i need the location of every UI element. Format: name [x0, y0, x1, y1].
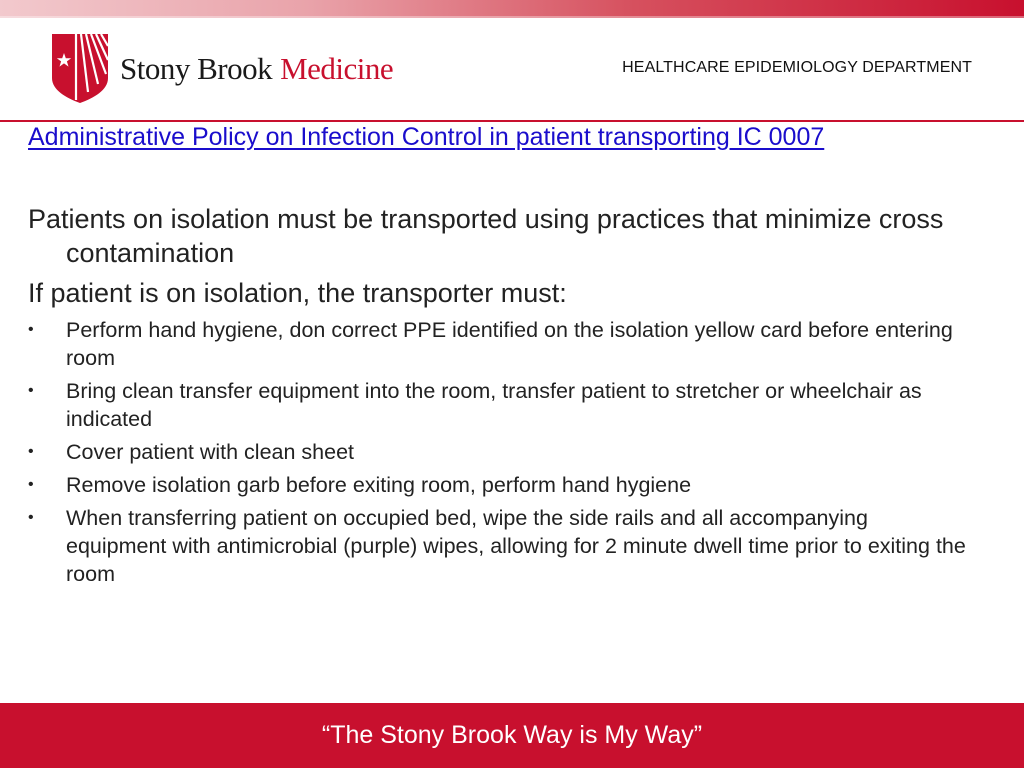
logo-text-stony-brook: Stony Brook: [120, 50, 273, 86]
bullet-icon: •: [28, 382, 34, 399]
bullet-list: [28, 316, 968, 588]
logo-text-medicine: Medicine: [280, 50, 394, 86]
list-item-text: Remove isolation garb before exiting room, perform hand hygiene: [66, 473, 692, 497]
intro-paragraph: Patients on isolation must be transported using practices that minimize cross contamination: [28, 204, 944, 268]
footer-slogan: “The Stony Brook Way is My Way”: [321, 721, 703, 749]
list-item-text: Bring clean transfer equipment into the room, transfer patient to stretcher or wheelchair as indicated: [66, 379, 922, 431]
logo-wordmark: [120, 50, 394, 86]
bullet-icon: •: [28, 476, 34, 493]
footer-band: [0, 703, 1024, 768]
slide-body: [28, 202, 968, 593]
department-label: HEALTHCARE EPIDEMIOLOGY DEPARTMENT: [622, 59, 972, 76]
list-item: [28, 377, 968, 433]
list-item-text: Perform hand hygiene, don correct PPE identified on the isolation yellow card before entering room: [66, 318, 953, 370]
list-item-text: Cover patient with clean sheet: [66, 440, 355, 464]
list-item: [28, 438, 968, 466]
policy-link[interactable]: Administrative Policy on Infection Control in patient transporting IC 0007: [28, 123, 825, 151]
top-gradient-band: [0, 0, 1024, 18]
bullet-icon: •: [28, 509, 34, 526]
header-divider: [0, 120, 1024, 122]
list-item-text: When transferring patient on occupied bed, wipe the side rails and all accompanying equipment with antimicrobial (purple) wipes, allowing for 2 minute dwell time prior to exiting the room: [66, 506, 966, 586]
bullet-icon: •: [28, 443, 34, 460]
stony-brook-medicine-logo: [50, 32, 393, 104]
list-item: [28, 504, 968, 588]
transporter-heading: If patient is on isolation, the transporter must:: [28, 278, 567, 308]
shield-icon: [50, 32, 110, 104]
bullet-icon: •: [28, 321, 34, 338]
list-item: [28, 471, 968, 499]
list-item: [28, 316, 968, 372]
